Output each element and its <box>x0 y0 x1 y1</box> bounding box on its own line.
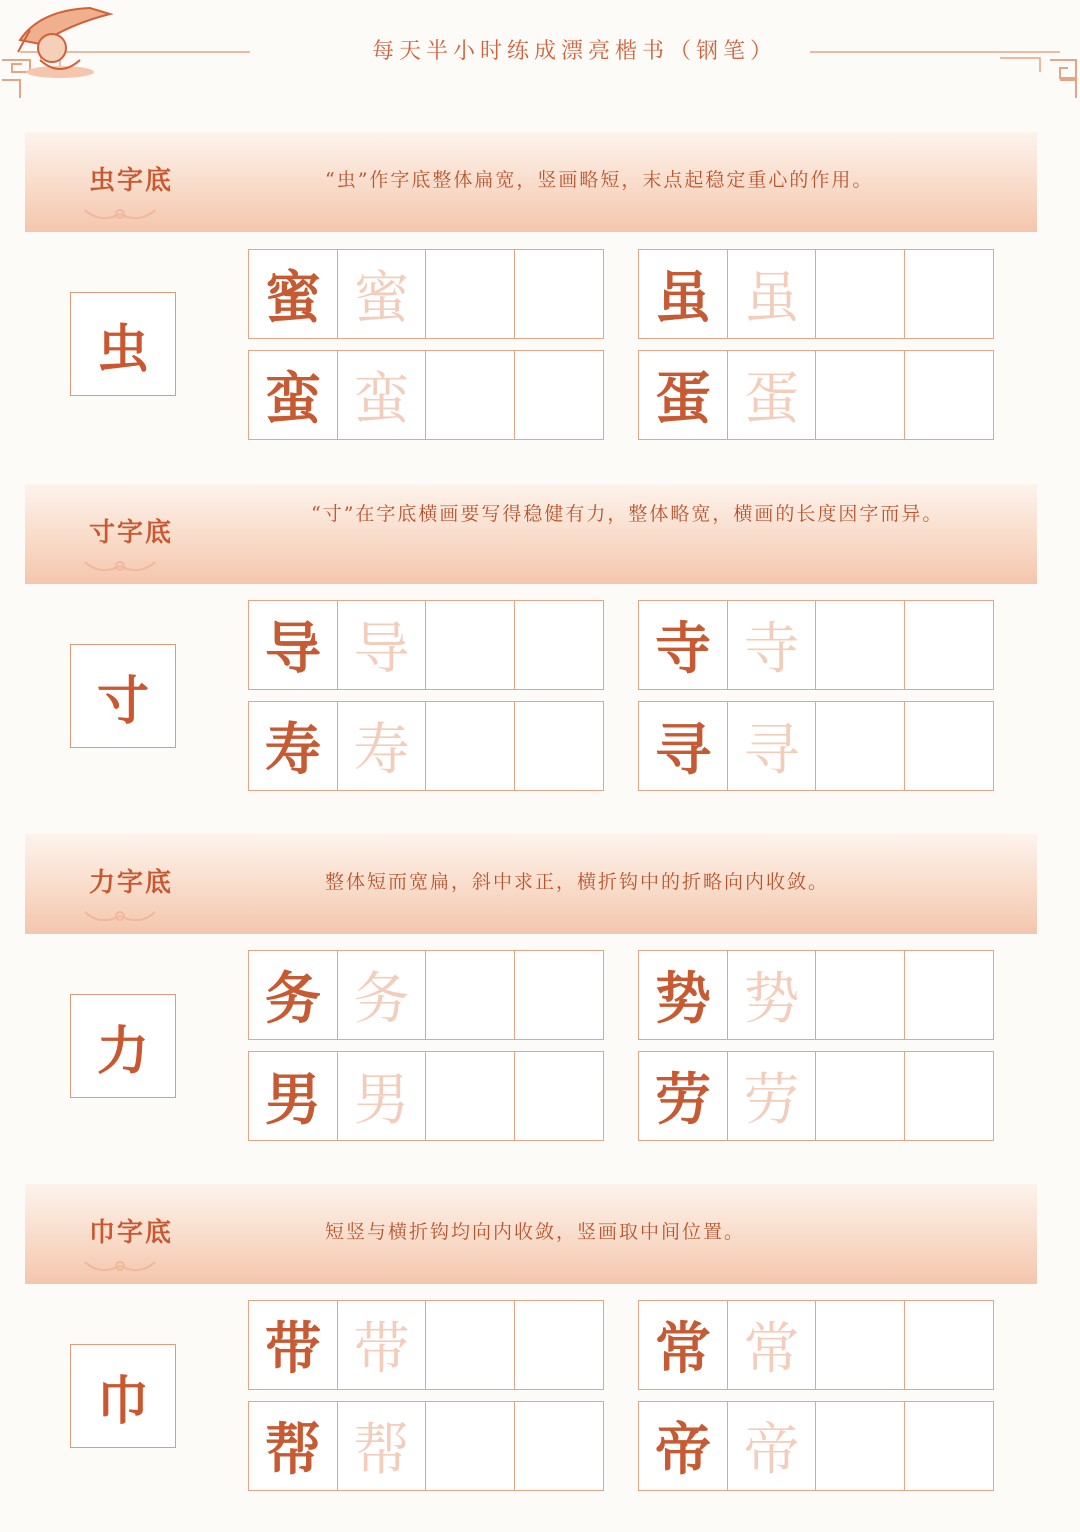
blank-cell[interactable] <box>425 1401 515 1491</box>
blank-cell[interactable] <box>514 701 604 791</box>
blank-cell[interactable] <box>815 350 905 440</box>
radical-sample: 力 <box>70 994 176 1098</box>
section-band <box>25 132 1037 232</box>
blank-cell[interactable] <box>904 1401 994 1491</box>
trace-char[interactable]: 虽 <box>727 249 817 339</box>
model-char: 虽 <box>638 249 728 339</box>
section-title: 虫字底 <box>89 166 174 196</box>
blank-cell[interactable] <box>514 1401 604 1491</box>
section-description: 短竖与横折钩均向内收敛，竖画取中间位置。 <box>325 1221 746 1243</box>
section-cun <box>0 482 1080 832</box>
blank-cell[interactable] <box>514 950 604 1040</box>
blank-cell[interactable] <box>514 1051 604 1141</box>
blank-cell[interactable] <box>904 950 994 1040</box>
practice-row <box>638 600 994 690</box>
model-char: 务 <box>248 950 338 1040</box>
model-char: 帮 <box>248 1401 338 1491</box>
practice-row <box>248 1300 604 1390</box>
radical-sample: 虫 <box>70 292 176 396</box>
practice-row <box>638 950 994 1040</box>
model-char: 男 <box>248 1051 338 1141</box>
blank-cell[interactable] <box>514 1300 604 1390</box>
blank-cell[interactable] <box>425 1051 515 1141</box>
blank-cell[interactable] <box>514 249 604 339</box>
radical-sample: 寸 <box>70 644 176 748</box>
trace-char[interactable]: 常 <box>727 1300 817 1390</box>
blank-cell[interactable] <box>425 350 515 440</box>
practice-row <box>248 1401 604 1491</box>
blank-cell[interactable] <box>904 600 994 690</box>
practice-row <box>638 249 994 339</box>
trace-char[interactable]: 蜜 <box>337 249 427 339</box>
model-char: 导 <box>248 600 338 690</box>
model-char: 蜜 <box>248 249 338 339</box>
practice-row <box>638 350 994 440</box>
section-title: 寸字底 <box>89 518 174 548</box>
blank-cell[interactable] <box>815 950 905 1040</box>
ornament-bottom-icon <box>80 906 160 926</box>
section-description: “寸”在字底横画要写得稳健有力，整体略宽，横画的长度因字而异。 <box>311 503 944 525</box>
trace-char[interactable]: 寺 <box>727 600 817 690</box>
practice-row <box>248 249 604 339</box>
practice-row <box>248 950 604 1040</box>
practice-row <box>248 1051 604 1141</box>
trace-char[interactable]: 蛮 <box>337 350 427 440</box>
blank-cell[interactable] <box>425 1300 515 1390</box>
trace-char[interactable]: 蛋 <box>727 350 817 440</box>
trace-char[interactable]: 帝 <box>727 1401 817 1491</box>
book-title: 每天半小时练成漂亮楷书（钢笔） <box>372 39 778 64</box>
section-li <box>0 832 1080 1182</box>
section-title: 巾字底 <box>89 1218 174 1248</box>
section-band <box>25 834 1037 934</box>
blank-cell[interactable] <box>904 1051 994 1141</box>
model-char: 常 <box>638 1300 728 1390</box>
trace-char[interactable]: 势 <box>727 950 817 1040</box>
model-char: 势 <box>638 950 728 1040</box>
trace-char[interactable]: 务 <box>337 950 427 1040</box>
blank-cell[interactable] <box>425 950 515 1040</box>
blank-cell[interactable] <box>904 701 994 791</box>
blank-cell[interactable] <box>425 600 515 690</box>
model-char: 寺 <box>638 600 728 690</box>
ornament-bottom-icon <box>80 556 160 576</box>
trace-char[interactable]: 帮 <box>337 1401 427 1491</box>
blank-cell[interactable] <box>514 350 604 440</box>
blank-cell[interactable] <box>815 249 905 339</box>
trace-char[interactable]: 寿 <box>337 701 427 791</box>
blank-cell[interactable] <box>904 249 994 339</box>
blank-cell[interactable] <box>815 701 905 791</box>
page-header <box>0 0 1080 110</box>
trace-char[interactable]: 导 <box>337 600 427 690</box>
blank-cell[interactable] <box>815 600 905 690</box>
section-chong <box>0 130 1080 480</box>
trace-char[interactable]: 男 <box>337 1051 427 1141</box>
trace-char[interactable]: 带 <box>337 1300 427 1390</box>
section-band <box>25 1184 1037 1284</box>
blank-cell[interactable] <box>815 1401 905 1491</box>
blank-cell[interactable] <box>815 1051 905 1141</box>
model-char: 寻 <box>638 701 728 791</box>
section-description: 整体短而宽扁，斜中求正，横折钩中的折略向内收敛。 <box>325 871 830 893</box>
blank-cell[interactable] <box>425 249 515 339</box>
model-char: 寿 <box>248 701 338 791</box>
practice-row <box>638 1300 994 1390</box>
pencil-mascot-icon <box>0 0 120 80</box>
section-title: 力字底 <box>89 868 174 898</box>
blank-cell[interactable] <box>815 1300 905 1390</box>
section-jin <box>0 1182 1080 1532</box>
practice-row <box>248 350 604 440</box>
trace-char[interactable]: 寻 <box>727 701 817 791</box>
practice-row <box>638 701 994 791</box>
ornament-bottom-icon <box>80 204 160 224</box>
model-char: 帝 <box>638 1401 728 1491</box>
practice-row <box>638 1051 994 1141</box>
model-char: 蛋 <box>638 350 728 440</box>
radical-sample: 巾 <box>70 1344 176 1448</box>
model-char: 劳 <box>638 1051 728 1141</box>
blank-cell[interactable] <box>425 701 515 791</box>
blank-cell[interactable] <box>514 600 604 690</box>
blank-cell[interactable] <box>904 1300 994 1390</box>
trace-char[interactable]: 劳 <box>727 1051 817 1141</box>
ornament-bottom-icon <box>80 1256 160 1276</box>
model-char: 带 <box>248 1300 338 1390</box>
section-description: “虫”作字底整体扁宽，竖画略短，末点起稳定重心的作用。 <box>325 169 874 191</box>
practice-row <box>248 701 604 791</box>
practice-row <box>248 600 604 690</box>
practice-row <box>638 1401 994 1491</box>
section-band <box>25 484 1037 584</box>
model-char: 蛮 <box>248 350 338 440</box>
blank-cell[interactable] <box>904 350 994 440</box>
